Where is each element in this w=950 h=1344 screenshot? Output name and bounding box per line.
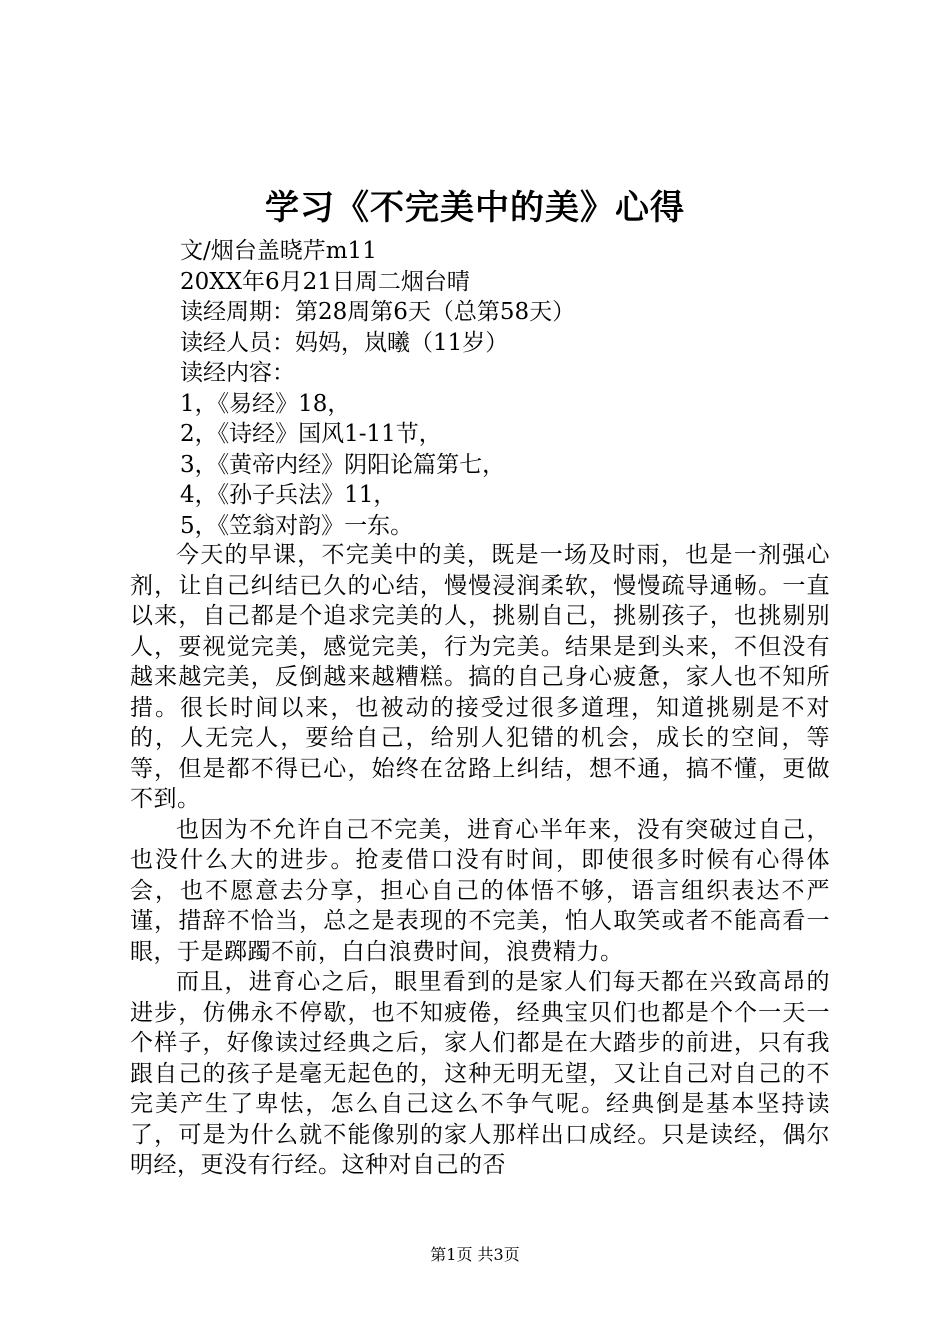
reading-item: 5，《笠翁对韵》一东。 bbox=[180, 512, 414, 539]
reading-item: 4，《孙子兵法》11， bbox=[180, 482, 397, 508]
reading-content-heading: 读经内容： bbox=[180, 360, 295, 386]
author-line: 文/烟台盖晓芹m11 bbox=[180, 238, 377, 264]
body-paragraph: 也因为不允许自己不完美，进育心半年来，没有突破过自己，也没什么大的进步。抢麦借口没有时间，即使很多时候有心得体会，也不愿意去分享，担心自己的体悟不够，语言组织表达不严谨，措辞不恰当，总之是表现的不完美，怕人取笑或者不能高看一眼，于是踯躅不前，白白浪费时间，浪费精力。 bbox=[130, 816, 830, 965]
reading-item: 2，《诗经》国风1-11节， bbox=[180, 421, 442, 447]
body-paragraph: 而且，进育心之后，眼里看到的是家人们每天都在兴致高昂的进步，仿佛永不停歇，也不知疲倦，经典宝贝们也都是个个一天一个样子，好像读过经典之后，家人们都是在大踏步的前进，只有我跟自己的孩子是毫无起色的，这种无明无望，又让自己对自己的不完美产生了卑怯，怎么自己这么不争气呢。经典倒是基本坚持读了，可是为什么就不能像别的家人那样出口成经。只是读经，偶尔明经，更没有行经。这种对自己的否 bbox=[130, 969, 830, 1178]
readers-line: 读经人员：妈妈，岚曦（11岁） bbox=[180, 329, 509, 356]
page-number-footer: 第1页 共3页 bbox=[430, 1245, 520, 1264]
date-line: 20XX年6月21日周二烟台晴 bbox=[180, 268, 470, 295]
reading-info-list bbox=[180, 236, 840, 541]
essay-body bbox=[130, 540, 830, 1181]
reading-cycle-line: 读经周期：第28周第6天（总第58天） bbox=[180, 299, 576, 325]
reading-item: 3，《黄帝内经》阴阳论篇第七， bbox=[180, 451, 506, 478]
reading-item: 1，《易经》18， bbox=[180, 390, 351, 417]
document-title: 学习《不完美中的美》心得 bbox=[265, 188, 685, 228]
body-paragraph: 今天的早课，不完美中的美，既是一场及时雨，也是一剂强心剂，让自己纠结已久的心结，慢慢浸润柔软，慢慢疏导通畅。一直以来，自己都是个追求完美的人，挑剔自己，挑剔孩子，也挑剔别人，要视觉完美，感觉完美，行为完美。结果是到头来，不但没有越来越完美，反倒越来越糟糕。搞的自己身心疲惫，家人也不知所措。很长时间以来，也被动的接受过很多道理，知道挑剔是不对的，人无完人，要给自己，给别人犯错的机会，成长的空间，等等，但是都不得已心，始终在岔路上纠结，想不通，搞不懂，更做不到。 bbox=[130, 542, 830, 812]
